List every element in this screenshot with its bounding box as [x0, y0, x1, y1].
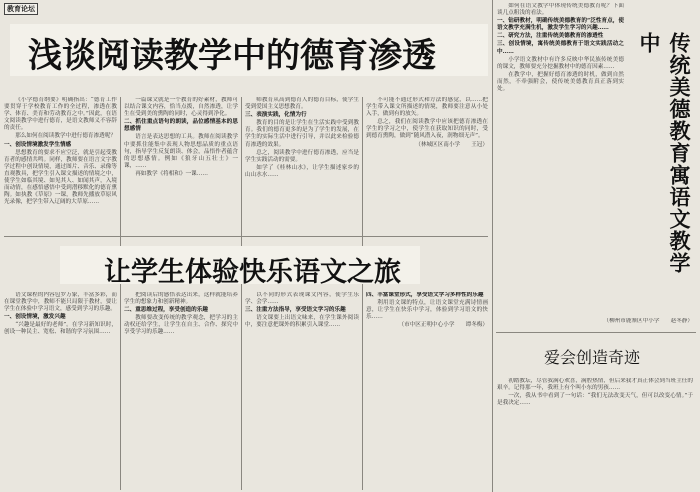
article2-col3: [245, 292, 359, 490]
article1-col1-p1: 《小学德育纲要》明确指出：“德育工作要贯穿于学校教育工作的全过程，渗透在教学、体育、美育和劳动教育之中。”因此，在语文阅读教学中进行德育，是语文教师义不容辞的责任。: [4, 97, 117, 132]
article4-p2: 一次，我从书中看到了一句话：“我们无法改变天气，但可以改变心情。”于是我决定……: [497, 393, 693, 407]
article2-author: （市中区正明中心小学 谭冬梅）: [398, 322, 488, 329]
article1-col2-p1: 一篇课文就是一个教育的好素材，教师可以结合课文内容，恰当点拨，自然渗透，让学生在受到美的熏陶的同时，心灵得到净化。: [124, 97, 238, 118]
article2-col2-heading: 二、重思维过程，享受创造的乐趣: [124, 307, 208, 314]
article2-col2: [124, 292, 238, 490]
article2-col4-heading: 四、丰富课堂形式，享受语文学习多样性的乐趣: [366, 292, 484, 298]
article1-col3-p4: 如学了《桂林山水》，让学生描述家乡的山山水水……: [245, 164, 359, 178]
article1-col1-p2: 那么如何在阅读教学中进行德育渗透呢？: [15, 133, 116, 140]
article2-col4: [366, 292, 488, 490]
article2-col1-heading: 一、创设情境，激发兴趣: [4, 314, 66, 321]
article3-col1: [497, 3, 624, 313]
article1-title: 浅谈阅读教学中的德育渗透: [28, 36, 436, 76]
article4-p1: 初踏教坛，尽管我满心欢喜，满腔热情，但后来我才真正体会到当班主任的艰辛。记得那一年，我班上有个叫小东的男孩……: [497, 378, 693, 392]
article2-divider-3: [362, 292, 363, 490]
article3-col1-heading3: 三、创设情境，寓传统美德教育于语文实践活动之中……: [497, 41, 624, 55]
article3-author-line: [497, 318, 693, 328]
column-divider: [492, 0, 493, 492]
article2-col1: [4, 292, 117, 490]
article1-col3-p3: 总之，阅读教学中进行德育渗透，应当是学生实践活动的需要。: [245, 149, 359, 163]
article2-col1-p2: “兴趣是最好的老师”。在学习新知识时，创设一种民主、宽松、和谐的学习氛围……: [4, 322, 117, 336]
article2-col3-p1: 以不同的形式表现课文内容，使学生乐学、会学……: [245, 292, 359, 306]
article1-col1-p3: 思想教育的要求不应空泛，就是引起受教育者的感情共鸣。同样，教师要在语言文字教学过程中创设情境，通过图片、音乐、录像等直观教具，把学生引入课文描述的情境之中，使学生如临其境、如见其人、如闻其声，入境而动情，在感悟感悟中受到潜移默化的德育熏陶。如执教《草原》一课，教师先播放草原风光录像，把学生带入辽阔的大草原……: [4, 149, 117, 206]
article3-col1-heading1: 一、钻研教材，明确传统美德教育的“泛性育点，使语文教学充满生机，激发学生学习的兴趣……: [497, 18, 624, 32]
article1-col1-heading: 一、创设情境激发学生情感: [4, 141, 72, 148]
article2-col4-p1: 利用语文课的特点，让语文课堂充满诗情画意，让学生在快乐中学习，体验到学习语文的快乐……: [366, 300, 488, 321]
article2-col3-p2: 语文课要上出语文味来，在学生课外阅读中，要注意把课外的积累引入课堂……: [245, 315, 359, 329]
section-tag: 教育论坛: [4, 3, 38, 15]
article1-col3-heading: 三、表演实践，化情为行: [245, 112, 307, 119]
article3-col2-p2: 在教学中，把握好德育渗透的时机，做到自然而然，不牵强附会，使传统美德教育真正落到实处。: [497, 71, 624, 93]
article-separator: [4, 236, 488, 237]
article3-col1-heading2: 二、研究方法，注重传统美德教育的渗透性: [497, 33, 604, 40]
article1-col3-p1: 师教育从高到德育人的德育目标，使学生受到爱国主义思想教育。: [245, 97, 359, 111]
article3-col2-p1: 小学语文教材中有许多反映中华民族传统美德的课文，教师要充分挖掘教材中的德育因素……: [497, 56, 624, 70]
article2-col2-p1: 把阅读后的感悟表达出来，这样就能培养学生的想象力和创新精神。: [124, 292, 238, 306]
article1-col2-p2: 语言是表达思想的工具。教师在阅读教学中要抓住能集中表现人物思想品质的重点语句，指导学生反复朗读、体会，品悟作者蕴含的思想感情。例如《狼牙山五壮士》一课，……: [124, 134, 238, 169]
article1-col3-p2: 教育的目的是让学生在生活实践中受到教育。我们的德育更多的是为了学生的发展，在学生的实际生活中进行引导，并以此来检验德育渗透的效果。: [245, 120, 359, 148]
article4-body: [497, 378, 693, 488]
article2-title: 让学生体验快乐语文之旅: [104, 257, 401, 288]
article2-col3-heading: 三、注重方法指导，享受语文学习的乐趣: [245, 307, 346, 314]
article3-bottom-rule: [496, 332, 696, 333]
article4-title: 爱会创造奇迹: [544, 348, 641, 367]
article2-col1-p1: 语文课程的内容包罗万象，丰富多彩，而在课堂教学中，教师不能只局限于教材，要让学生在体验中学习语文，感受到学习的乐趣。: [4, 292, 117, 313]
article3-col1-p1: 如何在语文教学中体现传统美德教育呢？下面谈几点粗浅的看法。: [497, 3, 624, 17]
article1-col2-p3: 再如教学《将相和》一课……: [135, 170, 208, 177]
article2-divider-1: [120, 292, 121, 490]
article2-divider-2: [241, 292, 242, 490]
article1-col2-heading: 二、抓住重点语句的朗读，品位感情基本的思想感情: [124, 119, 238, 133]
article1-col4-p2: 总之，我们在阅读教学中应该把德育渗透在学生的学习之中，使学生在获取知识的同时，受到德育熏陶，做到“随风潜入夜，润物细无声”。: [366, 119, 488, 140]
article1-col4-p1: 不可能不通过形式和方法的感觉，以……把学生带入课文所描述的情境，教师要注意从小处入手，做到有的放矢。: [366, 97, 488, 118]
article1-author: （林城区区南小学 王冠）: [415, 141, 488, 148]
article3-author: （柳州市鹿寨区中小学 赵冬静）: [603, 318, 693, 324]
article3-title: 传统美德教育寓语文教学中: [637, 32, 691, 274]
article2-col2-p2: 教师要改变传统的教学观念，把学习的主动权还给学生，让学生在自主、合作、探究中享受学习的乐趣……: [124, 315, 238, 336]
